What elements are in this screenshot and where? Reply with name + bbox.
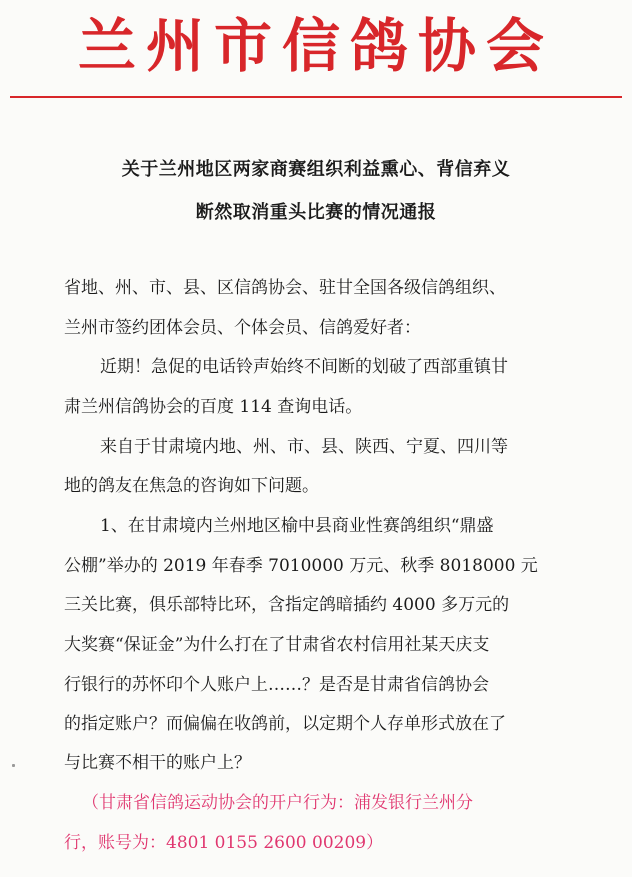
paragraph-2-line-1: 来自于甘肃境内地、州、市、县、陕西、宁夏、四川等 (100, 437, 508, 457)
paragraph-3-line-2: 公棚”举办的 2019 年春季 7010000 万元、秋季 8018000 元 (64, 556, 538, 576)
letterhead-title: 兰州市信鸽协会 (77, 12, 554, 80)
paragraph-2-line-2: 地的鸽友在焦急的咨询如下问题。 (64, 476, 319, 496)
letterhead-rule (10, 96, 622, 98)
paragraph-1-line-1: 近期！急促的电话铃声始终不间断的划破了西部重镇甘 (100, 357, 508, 377)
addressee-line-2: 兰州市签约团体会员、个体会员、信鸽爱好者： (64, 318, 421, 338)
notice-title-line-1: 关于兰州地区两家商赛组织利益熏心、背信弃义 (121, 159, 511, 180)
paragraph-3-line-4: 大奖赛“保证金”为什么打在了甘肃省农村信用社某天庆支 (64, 635, 490, 655)
paragraph-3-line-7: 与比赛不相干的账户上？ (64, 753, 251, 773)
paragraph-3-line-6: 的指定账户？而偏偏在收鸽前，以定期个人存单形式放在了 (64, 714, 506, 734)
bank-note-line-1: （甘肃省信鸽运动协会的开户行为：浦发银行兰州分 (82, 793, 473, 813)
paragraph-3-line-1: 1、在甘肃境内兰州地区榆中县商业性赛鸽组织“鼎盛 (100, 516, 494, 536)
paragraph-3-line-3: 三关比赛，俱乐部特比环，含指定鸽暗插约 4000 多万元的 (64, 595, 510, 615)
scan-speck (12, 764, 15, 767)
notice-title-line-2: 断然取消重头比赛的情况通报 (195, 202, 437, 223)
addressee-line-1: 省地、州、市、县、区信鸽协会、驻甘全国各级信鸽组织、 (64, 278, 506, 298)
bank-note-line-2: 行，账号为：4801 0155 2600 00209） (64, 833, 384, 853)
paragraph-3-line-5: 行银行的苏怀印个人账户上……？是否是甘肃省信鸽协会 (64, 675, 489, 695)
paragraph-1-line-2: 肃兰州信鸽协会的百度 114 查询电话。 (64, 397, 363, 417)
letterhead (0, 0, 632, 92)
